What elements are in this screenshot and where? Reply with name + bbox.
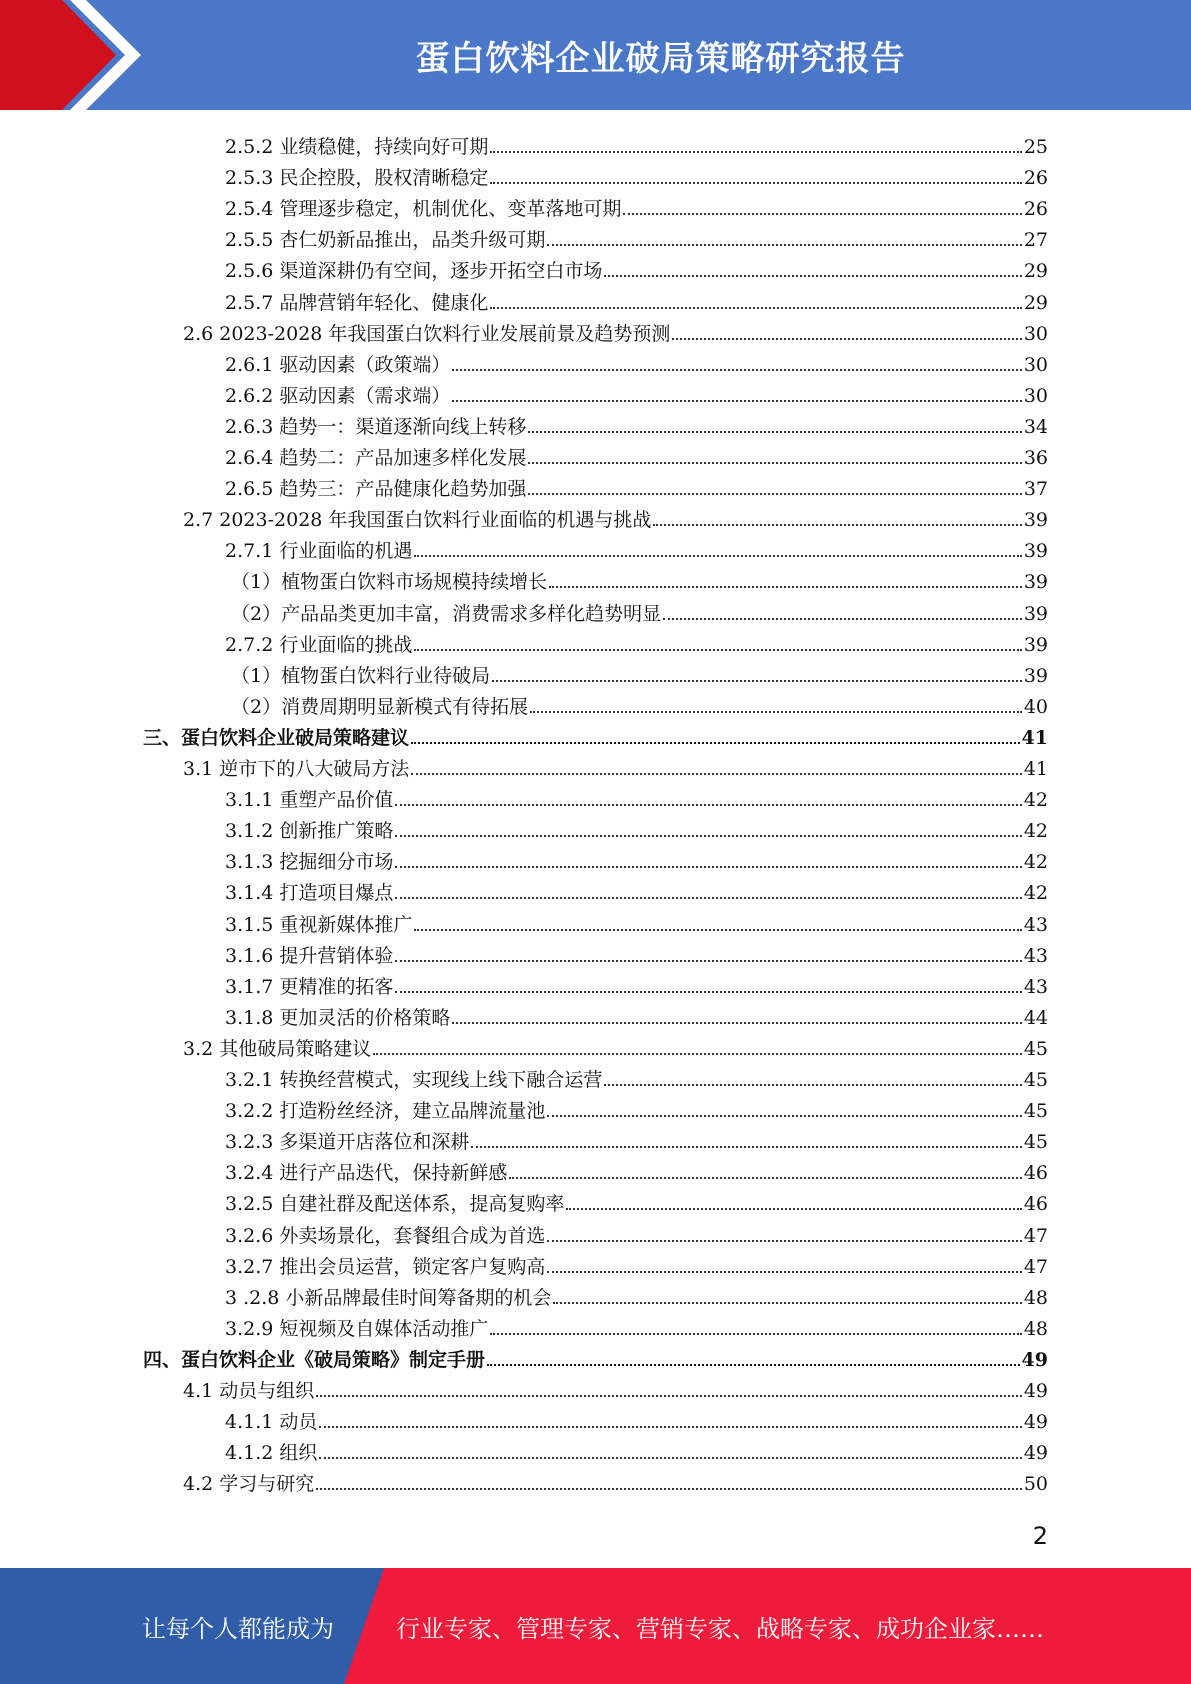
- toc-entry-page: 46: [1023, 1162, 1048, 1185]
- toc-leader-dots: [566, 1208, 1021, 1210]
- toc-entry-label: 2.6.1 驱动因素（政策端）: [225, 353, 451, 376]
- toc-entry-label: 3.1.4 打造项目爆点: [225, 882, 394, 905]
- toc-entry-page: 43: [1023, 913, 1048, 936]
- toc-entry[interactable]: [225, 1309, 1048, 1340]
- toc-entry-page: 42: [1023, 789, 1048, 812]
- toc-leader-dots: [528, 462, 1021, 464]
- toc-entry-page: 34: [1023, 415, 1048, 438]
- toc-entry-page: 43: [1023, 944, 1048, 967]
- toc-entry-page: 43: [1023, 975, 1048, 998]
- toc-entry[interactable]: [225, 811, 1048, 842]
- toc-entry[interactable]: [143, 718, 1048, 749]
- toc-entry-label: 2.6.2 驱动因素（需求端）: [225, 384, 451, 407]
- toc-entry-label: 3.2 其他破局策略建议: [183, 1037, 372, 1060]
- toc-entry-page: 29: [1023, 260, 1048, 283]
- toc-entry-label: 3.2.4 进行产品迭代，保持新鲜感: [225, 1162, 508, 1185]
- toc-entry[interactable]: [183, 1464, 1048, 1495]
- toc-entry-page: 29: [1023, 291, 1048, 314]
- toc-entry[interactable]: [225, 1091, 1048, 1122]
- toc-leader-dots: [549, 586, 1022, 588]
- toc-entry-page: 45: [1023, 1100, 1048, 1123]
- toc-leader-dots: [452, 1022, 1021, 1024]
- toc-entry-page: 30: [1023, 322, 1048, 345]
- toc-entry-page: 41: [1021, 726, 1048, 749]
- toc-entry-label: 2.6.3 趋势一：渠道逐渐向线上转移: [225, 415, 527, 438]
- toc-entry-label: 三、蛋白饮料企业破局策略建议: [143, 726, 410, 749]
- toc-entry-page: 47: [1023, 1255, 1048, 1278]
- toc-entry-label: 2.5.3 民企控股，股权清晰稳定: [225, 167, 489, 190]
- toc-entry[interactable]: [183, 1371, 1048, 1402]
- toc-entry[interactable]: [183, 749, 1048, 780]
- toc-leader-dots: [509, 1177, 1021, 1179]
- toc-leader-dots: [490, 1333, 1021, 1335]
- toc-entry-page: 39: [1023, 602, 1048, 625]
- toc-entry-label: 2.5.2 业绩稳健，持续向好可期: [225, 136, 489, 158]
- toc-entry[interactable]: [231, 562, 1048, 593]
- toc-entry[interactable]: [225, 625, 1048, 656]
- toc-entry-page: 47: [1023, 1224, 1048, 1247]
- toc-entry[interactable]: [231, 594, 1048, 625]
- toc-leader-dots: [414, 555, 1021, 557]
- toc-entry[interactable]: [225, 998, 1048, 1029]
- toc-leader-dots: [319, 1457, 1021, 1459]
- toc-entry-page: 41: [1023, 758, 1048, 780]
- toc-entry-label: 2.5.7 品牌营销年轻化、健康化: [225, 291, 489, 314]
- toc-entry[interactable]: [225, 1060, 1048, 1091]
- toc-entry-label: 3.1 逆市下的八大破局方法: [183, 758, 410, 780]
- toc-entry-label: 4.1.1 动员: [225, 1411, 318, 1434]
- toc-entry-label: 2.5.5 杏仁奶新品推出，品类升级可期: [225, 229, 546, 252]
- toc-leader-dots: [316, 1488, 1022, 1490]
- toc-leader-dots: [395, 897, 1021, 899]
- toc-entry[interactable]: [225, 376, 1048, 407]
- toc-leader-dots: [395, 866, 1021, 868]
- toc-entry-page: 49: [1023, 1411, 1048, 1434]
- footer-slogan-left: 让每个人都能成为: [142, 1614, 334, 1643]
- toc-leader-dots: [414, 929, 1021, 931]
- toc-leader-dots: [604, 275, 1021, 277]
- toc-entry[interactable]: [225, 967, 1048, 998]
- toc-entry-page: 36: [1023, 447, 1048, 469]
- toc-entry-page: 45: [1023, 1069, 1048, 1091]
- toc-entry-label: 2.7 2023-2028 年我国蛋白饮料行业面临的机遇与挑战: [183, 509, 652, 532]
- toc-entry[interactable]: [225, 407, 1048, 438]
- toc-entry[interactable]: [225, 1278, 1048, 1309]
- toc-entry[interactable]: [225, 936, 1048, 967]
- toc-leader-dots: [547, 1240, 1021, 1242]
- toc-leader-dots: [411, 773, 1022, 775]
- toc-leader-dots: [528, 431, 1021, 433]
- toc-entry-label: 3 .2.8 小新品牌最佳时间筹备期的机会: [225, 1286, 552, 1309]
- toc-entry-label: 2.6.5 趋势三：产品健康化趋势加强: [225, 478, 527, 501]
- toc-entry[interactable]: [225, 220, 1048, 251]
- toc-entry-page: 49: [1021, 1348, 1048, 1371]
- toc-entry[interactable]: [225, 905, 1048, 936]
- toc-entry-page: 48: [1023, 1317, 1048, 1340]
- toc-entry-page: 39: [1023, 509, 1048, 532]
- toc-entry[interactable]: [225, 842, 1048, 873]
- toc-leader-dots: [530, 711, 1022, 713]
- toc-leader-dots: [492, 680, 1022, 682]
- toc-entry-page: 30: [1023, 384, 1048, 407]
- toc-leader-dots: [623, 213, 1021, 215]
- toc-leader-dots: [452, 400, 1021, 402]
- toc-entry-page: 39: [1023, 540, 1048, 563]
- toc-leader-dots: [547, 1115, 1021, 1117]
- toc-leader-dots: [452, 369, 1021, 371]
- toc-entry-page: 42: [1023, 820, 1048, 843]
- toc-entry-page: 30: [1023, 353, 1048, 376]
- toc-leader-dots: [547, 1271, 1021, 1273]
- toc-entry-label: （2）消费周期明显新模式有待拓展: [231, 695, 529, 718]
- page-number: 2: [1032, 1522, 1048, 1550]
- page-footer: [0, 1568, 1191, 1684]
- toc-entry-label: （2）产品品类更加丰富，消费需求多样化趋势明显: [231, 602, 662, 625]
- toc-entry[interactable]: [231, 687, 1048, 718]
- toc-entry[interactable]: [225, 158, 1048, 189]
- toc-entry[interactable]: [225, 283, 1048, 314]
- toc-leader-dots: [604, 1084, 1021, 1086]
- toc-entry-label: 2.6.4 趋势二：产品加速多样化发展: [225, 447, 527, 469]
- toc-entry-label: 3.1.8 更加灵活的价格策略: [225, 1006, 451, 1029]
- toc-leader-dots: [547, 244, 1021, 246]
- toc-entry-page: 44: [1023, 1006, 1048, 1029]
- toc-entry-page: 39: [1023, 633, 1048, 656]
- toc-entry-label: 3.2.1 转换经营模式，实现线上线下融合运营: [225, 1069, 603, 1091]
- toc-entry-page: 37: [1023, 478, 1048, 501]
- toc-entry-label: 3.1.6 提升营销体验: [225, 944, 394, 967]
- toc-entry[interactable]: [225, 780, 1048, 811]
- toc-entry[interactable]: [225, 345, 1048, 376]
- toc-leader-dots: [490, 151, 1021, 153]
- toc-leader-dots: [672, 338, 1021, 340]
- toc-entry-label: 3.1.2 创新推广策略: [225, 820, 394, 843]
- toc-entry-label: 3.2.6 外卖场景化，套餐组合成为首选: [225, 1224, 546, 1247]
- toc-entry-label: 3.2.5 自建社群及配送体系，提高复购率: [225, 1193, 565, 1216]
- toc-leader-dots: [395, 991, 1021, 993]
- toc-entry-page: 25: [1023, 136, 1048, 158]
- toc-entry-page: 46: [1023, 1193, 1048, 1216]
- toc-entry-page: 50: [1023, 1473, 1048, 1496]
- toc-entry[interactable]: [143, 1340, 1048, 1371]
- toc-leader-dots: [395, 804, 1021, 806]
- toc-entry-label: 3.2.7 推出会员运营，锁定客户复购高: [225, 1255, 546, 1278]
- toc-entry[interactable]: [225, 1247, 1048, 1278]
- toc-entry-label: 2.7.2 行业面临的挑战: [225, 633, 413, 656]
- toc-entry-label: （1）植物蛋白饮料市场规模持续增长: [231, 571, 548, 594]
- toc-entry-page: 49: [1023, 1380, 1048, 1402]
- toc-leader-dots: [663, 618, 1022, 620]
- toc-entry-page: 45: [1023, 1037, 1048, 1060]
- toc-entry[interactable]: [225, 531, 1048, 562]
- toc-entry-label: 4.1.2 组织: [225, 1442, 318, 1465]
- toc-entry[interactable]: [225, 438, 1048, 469]
- toc-entry-label: 3.2.2 打造粉丝经济，建立品牌流量池: [225, 1100, 546, 1123]
- toc-entry-label: 3.2.9 短视频及自媒体活动推广: [225, 1317, 489, 1340]
- toc-entry-page: 48: [1023, 1286, 1048, 1309]
- toc-leader-dots: [490, 182, 1021, 184]
- toc-entry[interactable]: [231, 656, 1048, 687]
- toc-entry[interactable]: [225, 873, 1048, 904]
- toc-entry[interactable]: [225, 1184, 1048, 1215]
- toc-entry-page: 45: [1023, 1131, 1048, 1154]
- toc-leader-dots: [414, 649, 1021, 651]
- toc-entry[interactable]: [183, 314, 1048, 345]
- toc-entry-page: 26: [1023, 198, 1048, 221]
- toc-entry[interactable]: [225, 189, 1048, 220]
- toc-entry-label: 2.5.4 管理逐步稳定，机制优化、变革落地可期: [225, 198, 622, 221]
- toc-entry[interactable]: [183, 500, 1048, 531]
- toc-entry-label: 3.1.5 重视新媒体推广: [225, 913, 413, 936]
- toc-entry[interactable]: [225, 1216, 1048, 1247]
- toc-entry-page: 40: [1023, 695, 1048, 718]
- toc-leader-dots: [487, 1364, 1020, 1366]
- toc-entry-label: 2.7.1 行业面临的机遇: [225, 540, 413, 563]
- footer-slogan-right: 行业专家、管理专家、营销专家、战略专家、成功企业家……: [396, 1614, 1044, 1643]
- toc-entry[interactable]: [225, 1153, 1048, 1184]
- toc-entry[interactable]: [225, 1402, 1048, 1433]
- toc-leader-dots: [319, 1426, 1021, 1428]
- toc-entry[interactable]: [225, 127, 1048, 158]
- toc-leader-dots: [395, 835, 1021, 837]
- page-header: [0, 0, 1191, 110]
- toc-entry-label: 3.1.1 重塑产品价值: [225, 789, 394, 812]
- toc-entry-label: （1）植物蛋白饮料行业待破局: [231, 664, 491, 687]
- toc-entry-label: 3.2.3 多渠道开店落位和深耕: [225, 1131, 470, 1154]
- toc-entry-page: 26: [1023, 167, 1048, 190]
- toc-leader-dots: [316, 1395, 1022, 1397]
- toc-entry[interactable]: [225, 469, 1048, 500]
- toc-entry[interactable]: [225, 251, 1048, 282]
- toc-entry-label: 2.5.6 渠道深耕仍有空间，逐步开拓空白市场: [225, 260, 603, 283]
- toc-leader-dots: [411, 742, 1020, 744]
- toc-leader-dots: [373, 1053, 1022, 1055]
- toc-entry-label: 四、蛋白饮料企业《破局策略》制定手册: [143, 1348, 486, 1371]
- toc-entry-page: 42: [1023, 851, 1048, 874]
- toc-entry-page: 27: [1023, 229, 1048, 252]
- toc-entry-page: 42: [1023, 882, 1048, 905]
- toc-entry-label: 2.6 2023-2028 年我国蛋白饮料行业发展前景及趋势预测: [183, 322, 671, 345]
- toc-entry[interactable]: [225, 1122, 1048, 1153]
- toc-leader-dots: [471, 1146, 1021, 1148]
- toc-entry-label: 4.1 动员与组织: [183, 1380, 315, 1402]
- toc-entry-label: 3.1.3 挖掘细分市场: [225, 851, 394, 874]
- toc-leader-dots: [653, 524, 1021, 526]
- report-title: 蛋白饮料企业破局策略研究报告: [415, 38, 906, 79]
- toc-leader-dots: [395, 960, 1021, 962]
- toc-entry-label: 4.2 学习与研究: [183, 1473, 315, 1496]
- toc-entry-page: 39: [1023, 571, 1048, 594]
- toc-entry[interactable]: [225, 1433, 1048, 1464]
- toc-leader-dots: [490, 307, 1021, 309]
- toc-entry-page: 39: [1023, 664, 1048, 687]
- toc-leader-dots: [528, 493, 1021, 495]
- toc-entry-label: 3.1.7 更精准的拓客: [225, 975, 394, 998]
- toc-entry[interactable]: [183, 1029, 1048, 1060]
- toc-entry-page: 49: [1023, 1442, 1048, 1465]
- toc-leader-dots: [553, 1302, 1021, 1304]
